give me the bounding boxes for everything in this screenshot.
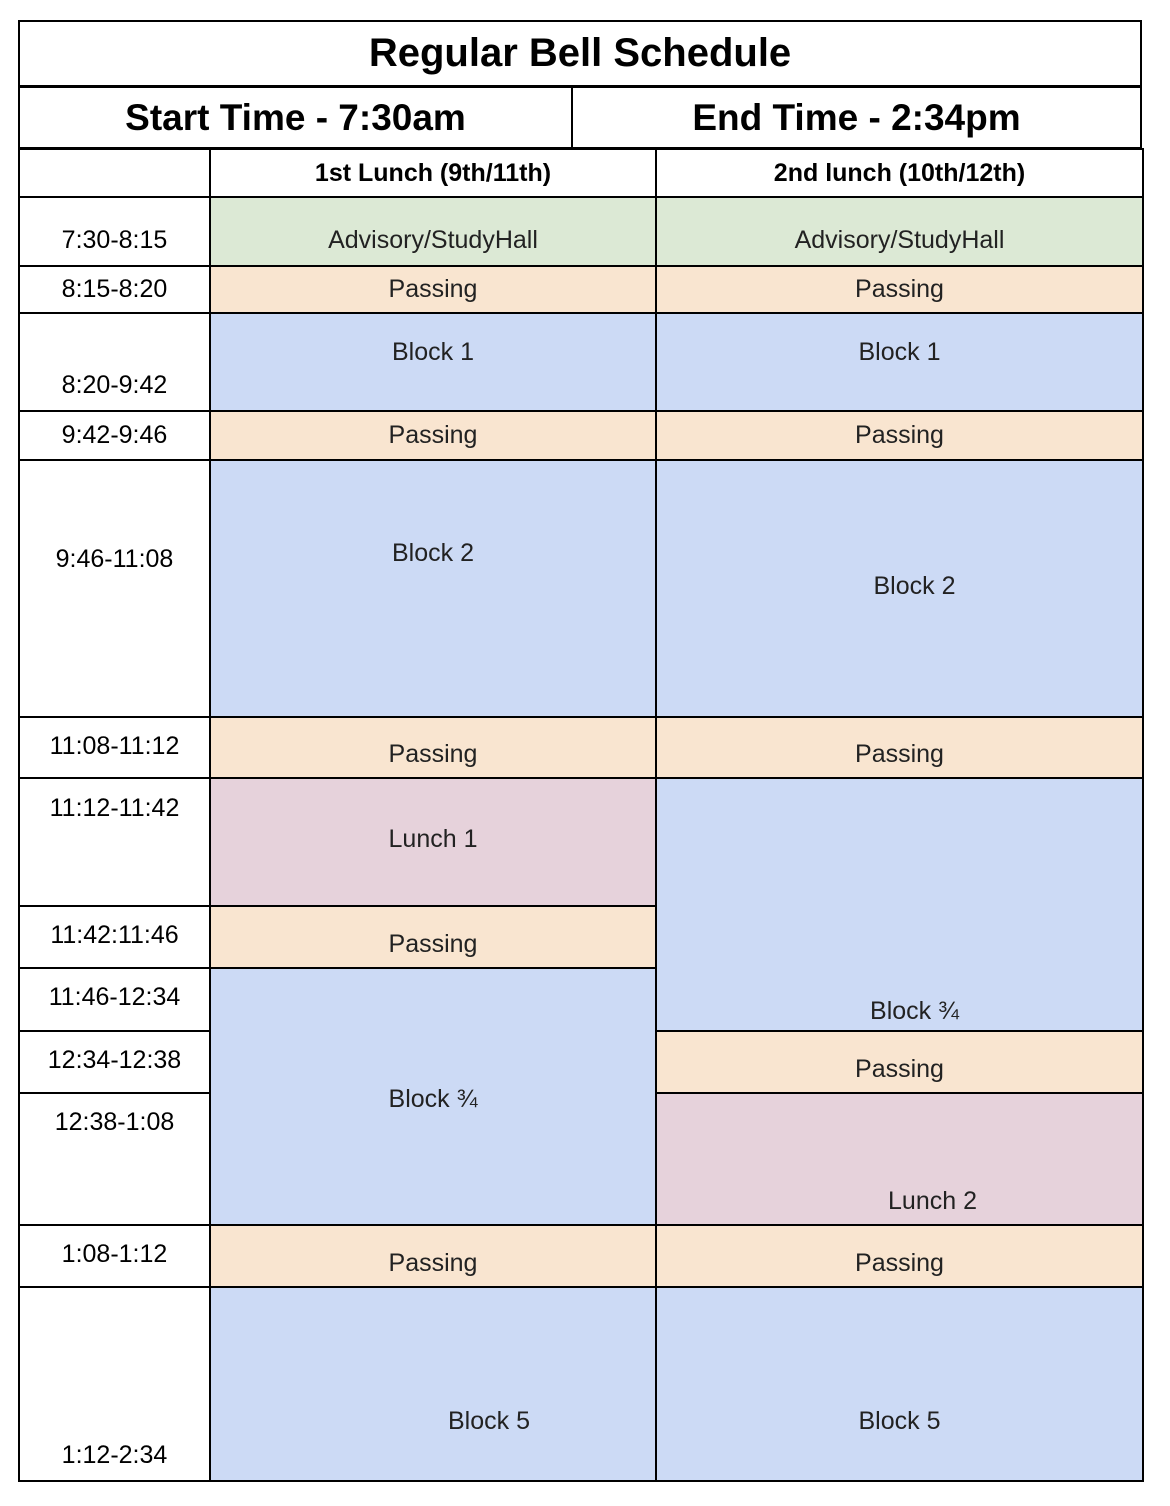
lunch1-passing: Passing [210,1225,656,1287]
table-row [19,717,1143,778]
lunch1-block2: Block 2 [210,460,656,717]
lunch2-passing: Passing [656,717,1143,778]
lunch2-block34: Block ¾ [656,778,1143,1031]
lunch2-lunch: Lunch 2 [656,1093,1143,1225]
time-cell: 12:38-1:08 [19,1093,210,1225]
lunch1-passing: Passing [210,266,656,313]
time-cell: 11:12-11:42 [19,778,210,906]
lunch2-advisory: Advisory/StudyHall [656,197,1143,266]
time-cell: 12:34-12:38 [19,1031,210,1093]
table-row [19,313,1143,411]
lunch1-block5: Block 5 [210,1287,656,1481]
table-row [19,1287,1143,1481]
lunch2-block2: Block 2 [656,460,1143,717]
time-cell: 1:12-2:34 [19,1287,210,1481]
time-cell: 9:46-11:08 [19,460,210,717]
lunch1-advisory: Advisory/StudyHall [210,197,656,266]
start-time: Start Time - 7:30am [18,86,573,149]
table-row [19,266,1143,313]
lunch2-block5: Block 5 [656,1287,1143,1481]
lunch2-passing: Passing [656,266,1143,313]
table-row [19,197,1143,266]
header-row [19,149,1143,197]
lunch1-passing: Passing [210,411,656,460]
lunch1-passing: Passing [210,717,656,778]
table-row [19,778,1143,906]
table-row [19,411,1143,460]
schedule-title: Regular Bell Schedule [18,20,1142,87]
lunch1-header: 1st Lunch (9th/11th) [210,149,656,197]
lunch1-passing: Passing [210,906,656,968]
lunch1-block1: Block 1 [210,313,656,411]
end-time: End Time - 2:34pm [571,86,1142,149]
time-cell: 11:42:11:46 [19,906,210,968]
time-cell: 11:08-11:12 [19,717,210,778]
table-row [19,1225,1143,1287]
time-cell: 8:20-9:42 [19,313,210,411]
time-cell: 1:08-1:12 [19,1225,210,1287]
time-cell: 8:15-8:20 [19,266,210,313]
lunch1-block34: Block ¾ [210,968,656,1225]
lunch2-passing: Passing [656,411,1143,460]
lunch1-lunch: Lunch 1 [210,778,656,906]
lunch2-header: 2nd lunch (10th/12th) [656,149,1143,197]
table-row [19,460,1143,717]
lunch2-passing: Passing [656,1225,1143,1287]
lunch2-block1: Block 1 [656,313,1143,411]
lunch2-passing: Passing [656,1031,1143,1093]
bell-schedule-table [18,148,1144,1482]
time-cell: 7:30-8:15 [19,197,210,266]
time-cell: 9:42-9:46 [19,411,210,460]
time-cell: 11:46-12:34 [19,968,210,1031]
time-header-blank [19,149,210,197]
